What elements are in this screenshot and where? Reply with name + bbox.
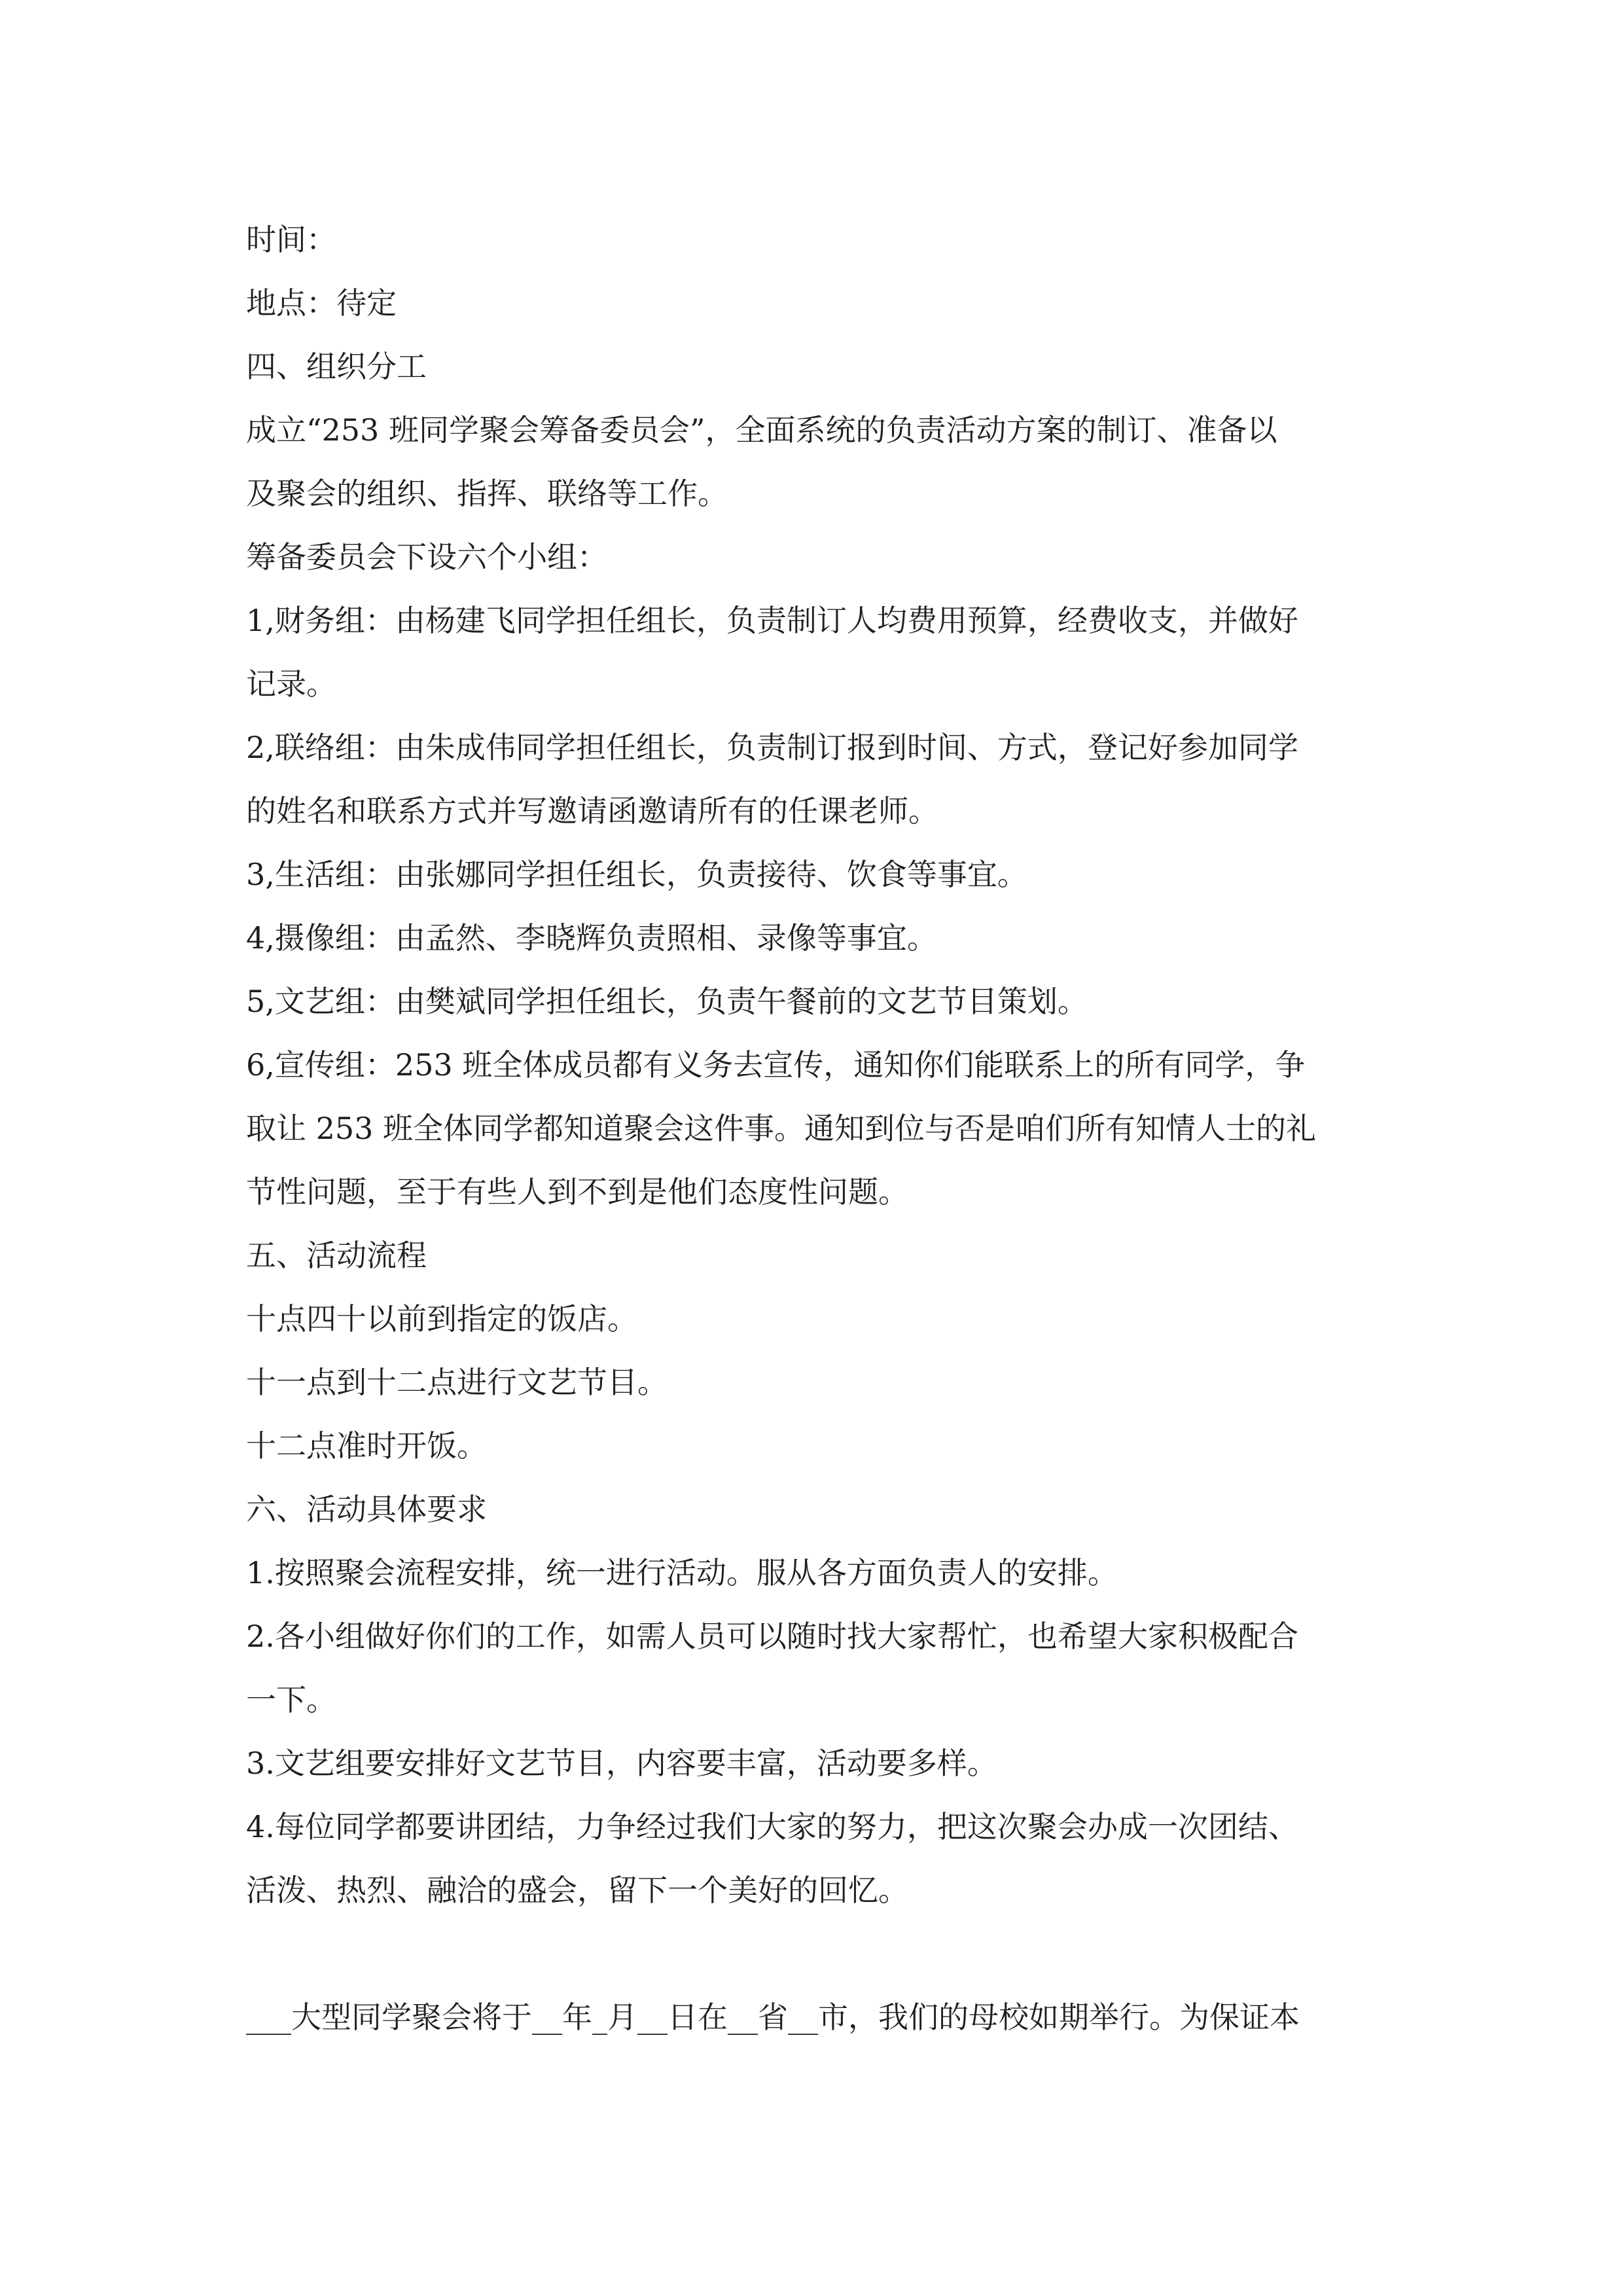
text-line: 记录。 xyxy=(246,666,336,702)
text-line: 十二点准时开饭。 xyxy=(246,1428,487,1463)
list-item: 4.每位同学都要讲团结，力争经过我们大家的努力，把这次聚会办成一次团结、 xyxy=(246,1809,1298,1844)
text-line-location: 地点：待定 xyxy=(246,285,397,321)
list-item: 1.按照聚会流程安排，统一进行活动。服从各方面负责人的安排。 xyxy=(246,1555,1118,1590)
list-item-photo: 4,摄像组：由孟然、李晓辉负责照相、录像等事宜。 xyxy=(246,920,937,956)
list-item-liaison: 2,联络组：由朱成伟同学担任组长，负责制订报到时间、方式，登记好参加同学 xyxy=(246,730,1298,765)
text-line: 筹备委员会下设六个小组： xyxy=(246,539,607,575)
list-item: 2.各小组做好你们的工作，如需人员可以随时找大家帮忙，也希望大家积极配合 xyxy=(246,1619,1298,1654)
text-line: 一下。 xyxy=(246,1682,336,1717)
text-line-announcement: ___大型同学聚会将于__年_月__日在__省__市，我们的母校如期举行。为保证本 xyxy=(246,2000,1300,2035)
text-line: 及聚会的组织、指挥、联络等工作。 xyxy=(246,476,728,511)
text-line: 节性问题，至于有些人到不到是他们态度性问题。 xyxy=(246,1174,908,1210)
list-item-finance: 1,财务组：由杨建飞同学担任组长，负责制订人均费用预算，经费收支，并做好 xyxy=(246,603,1298,638)
list-item-life: 3,生活组：由张娜同学担任组长，负责接待、饮食等事宜。 xyxy=(246,857,1027,892)
section-heading-process: 五、活动流程 xyxy=(246,1238,427,1273)
list-item-publicity: 6,宣传组：253 班全体成员都有义务去宣传，通知你们能联系上的所有同学，争 xyxy=(246,1047,1306,1083)
text-line: 十一点到十二点进行文艺节目。 xyxy=(246,1365,668,1400)
section-heading-organization: 四、组织分工 xyxy=(246,349,427,384)
paragraph-gap xyxy=(246,1922,1398,1986)
section-heading-requirements: 六、活动具体要求 xyxy=(246,1492,487,1527)
text-line: 成立“253 班同学聚会筹备委员会”，全面系统的负责活动方案的制订、准备以 xyxy=(246,412,1277,448)
text-line-time: 时间： xyxy=(246,222,336,257)
list-item-arts: 5,文艺组：由樊斌同学担任组长，负责午餐前的文艺节目策划。 xyxy=(246,984,1088,1019)
text-line: 活泼、热烈、融洽的盛会，留下一个美好的回忆。 xyxy=(246,1873,908,1908)
text-line: 十点四十以前到指定的饭店。 xyxy=(246,1301,637,1336)
text-line: 取让 253 班全体同学都知道聚会这件事。通知到位与否是咱们所有知情人士的礼 xyxy=(246,1111,1317,1146)
document-body xyxy=(246,208,1398,2049)
text-line: 的姓名和联系方式并写邀请函邀请所有的任课老师。 xyxy=(246,793,938,829)
list-item: 3.文艺组要安排好文艺节目，内容要丰富，活动要多样。 xyxy=(246,1746,997,1781)
